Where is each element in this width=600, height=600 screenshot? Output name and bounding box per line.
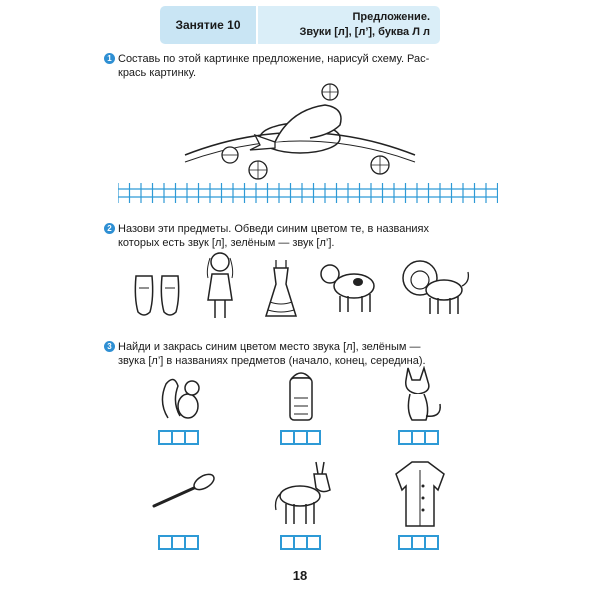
task-3-number: 3 [104,341,115,352]
spoon-icon [146,472,218,512]
sound-box[interactable] [306,430,321,445]
sound-scheme-coat[interactable] [398,535,437,550]
topic-line-2: Звуки [л], [л’], буква Л л [299,26,430,38]
sound-scheme-squirrel[interactable] [158,430,197,445]
seal-circus-illustration [180,80,420,185]
sound-box[interactable] [424,535,439,550]
lesson-label: Занятие 10 [160,6,256,44]
coat-icon [392,460,448,528]
lion-icon [400,256,472,318]
sound-box[interactable] [424,430,439,445]
calf-icon [318,258,380,316]
squirrel-icon [158,372,206,422]
task-3-text: Найди и закрась синим цветом место звука [л], зелёным — звука [л’] в названиях предметов (начало, конец, середина). [118,341,426,367]
sound-box[interactable] [184,535,199,550]
topic-line-1: Предложение. [352,11,430,23]
task-1-text: Составь по этой картинке предложение, нарисуй схему. Рас- крась картинку. [118,53,430,79]
task-3 [107,340,498,368]
lesson-topic [256,6,440,44]
donkey-icon [272,460,342,528]
sound-scheme-donkey[interactable] [280,535,319,550]
lesson-header [160,6,440,44]
task-1 [107,52,498,80]
sound-scheme-fox[interactable] [398,430,437,445]
task-2 [107,222,498,250]
salt-shaker-icon [286,368,316,424]
dress-icon [262,258,300,320]
sound-scheme-salt-shaker[interactable] [280,430,319,445]
answer-grid [118,183,498,203]
fox-icon [398,366,444,424]
task-2-number: 2 [104,223,115,234]
sound-scheme-spoon[interactable] [158,535,197,550]
sound-box[interactable] [184,430,199,445]
doll-icon [200,250,240,322]
shoes-icon [130,268,188,320]
page-number: 18 [292,568,308,583]
task-1-number: 1 [104,53,115,64]
task-2-text: Назови эти предметы. Обведи синим цветом те, в названиях которых есть звук [л], зелёным — звук [л’]. [118,223,430,249]
sound-box[interactable] [306,535,321,550]
